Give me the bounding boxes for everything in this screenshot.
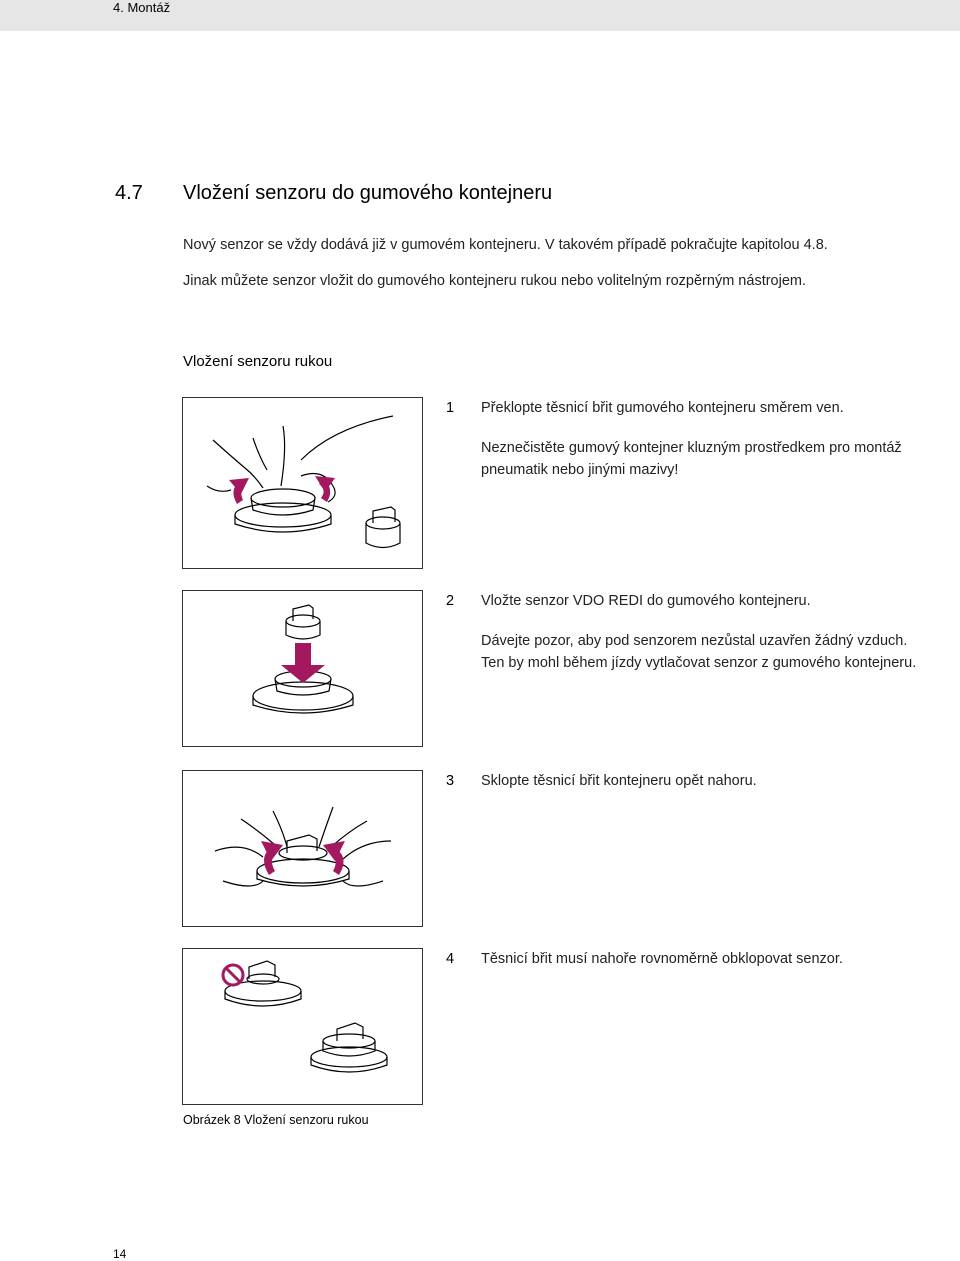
prohibited-icon <box>223 965 243 985</box>
intro-paragraph-2: Jinak můžete senzor vložit do gumového kontejneru rukou nebo volitelným rozpěrným nástrojem. <box>183 273 807 289</box>
figure-step-2 <box>182 590 423 747</box>
step-1-text: Překlopte těsnicí břit gumového kontejneru směrem ven. <box>481 400 844 416</box>
header-bar <box>0 0 960 31</box>
figure-caption: Obrázek 8 Vložení senzoru rukou <box>183 1113 369 1127</box>
figure-step-1 <box>182 397 423 569</box>
section-number: 4.7 <box>115 182 143 204</box>
step-1-note: Neznečistěte gumový kontejner kluzným prostředkem pro montáž pneumatik nebo jinými mazivy! <box>481 440 902 478</box>
intro-paragraph-1: Nový senzor se vždy dodává již v gumovém kontejneru. V takovém případě pokračujte kapitolou 4.8. <box>183 237 828 253</box>
step-4-number: 4 <box>446 951 455 967</box>
step-2-number: 2 <box>446 593 455 609</box>
step-3-number: 3 <box>446 773 455 789</box>
figure-step-3 <box>182 770 423 927</box>
figure-step-4 <box>182 948 423 1105</box>
page-number: 14 <box>113 1247 127 1261</box>
down-arrow-icon <box>281 643 325 683</box>
subheading: Vložení senzoru rukou <box>183 353 333 370</box>
step-2-text: Vložte senzor VDO REDI do gumového kontejneru. <box>481 593 811 609</box>
section-title: Vložení senzoru do gumového kontejneru <box>183 182 553 204</box>
step-4-text: Těsnicí břit musí nahoře rovnoměrně obklopovat senzor. <box>481 951 843 967</box>
step-2-note: Dávejte pozor, aby pod senzorem nezůstal uzavřen žádný vzduch. Ten by mohl během jízdy vytlačovat senzor z gumového kontejneru. <box>481 633 917 671</box>
step-3-text: Sklopte těsnicí břit kontejneru opět nahoru. <box>481 773 757 789</box>
chapter-label: 4. Montáž <box>113 0 171 15</box>
step-1-number: 1 <box>446 400 455 416</box>
